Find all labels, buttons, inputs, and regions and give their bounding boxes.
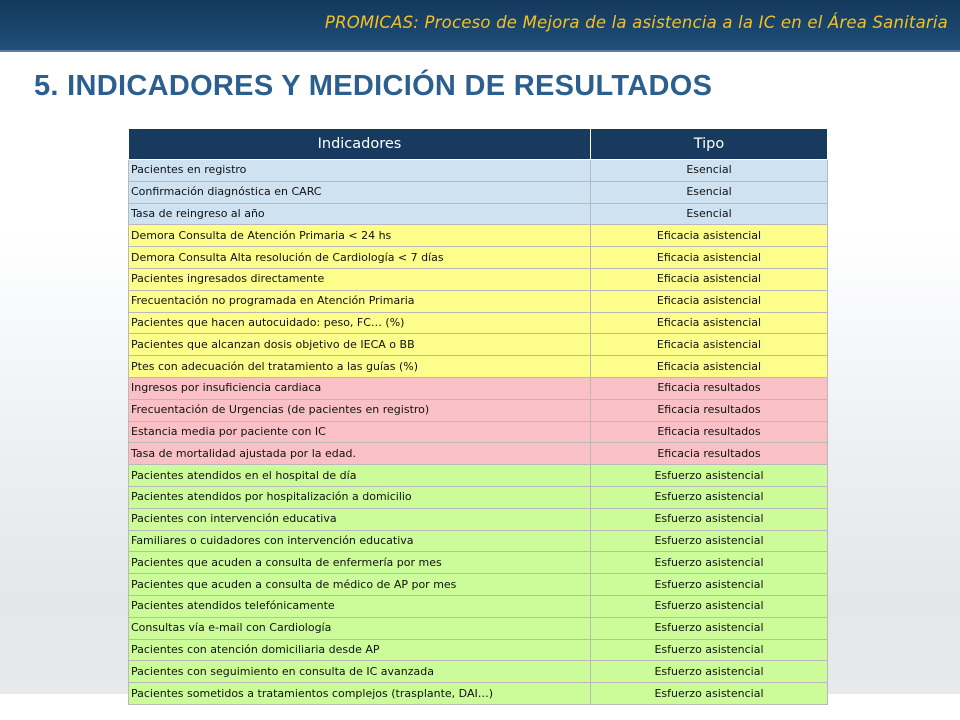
- type-cell: Eficacia resultados: [591, 399, 828, 421]
- indicator-cell: Pacientes sometidos a tratamientos complejos (trasplante, DAI…): [129, 683, 591, 705]
- table-row: [129, 377, 828, 399]
- table-row: [129, 247, 828, 269]
- indicator-cell: Estancia media por paciente con IC: [129, 421, 591, 443]
- indicator-cell: Confirmación diagnóstica en CARC: [129, 181, 591, 203]
- type-cell: Eficacia resultados: [591, 421, 828, 443]
- indicator-cell: Pacientes atendidos en el hospital de día: [129, 465, 591, 487]
- indicator-cell: Demora Consulta de Atención Primaria < 24 hs: [129, 225, 591, 247]
- type-cell: Esfuerzo asistencial: [591, 508, 828, 530]
- type-cell: Eficacia asistencial: [591, 268, 828, 290]
- indicator-cell: Pacientes con seguimiento en consulta de IC avanzada: [129, 661, 591, 683]
- table-row: [129, 443, 828, 465]
- table-row: [129, 399, 828, 421]
- table-row: [129, 334, 828, 356]
- table-row: [129, 683, 828, 705]
- table-row: [129, 160, 828, 182]
- type-cell: Eficacia asistencial: [591, 356, 828, 378]
- type-cell: Esencial: [591, 181, 828, 203]
- type-cell: Esfuerzo asistencial: [591, 574, 828, 596]
- type-cell: Esfuerzo asistencial: [591, 661, 828, 683]
- table-body: [129, 160, 828, 705]
- table-row: [129, 486, 828, 508]
- type-cell: Esfuerzo asistencial: [591, 530, 828, 552]
- table-row: [129, 508, 828, 530]
- type-cell: Eficacia asistencial: [591, 334, 828, 356]
- indicator-cell: Pacientes en registro: [129, 160, 591, 182]
- type-cell: Eficacia asistencial: [591, 312, 828, 334]
- header-band: [0, 0, 960, 52]
- table-row: [129, 290, 828, 312]
- type-cell: Esfuerzo asistencial: [591, 683, 828, 705]
- column-header-tipo: Tipo: [591, 129, 828, 160]
- type-cell: Esencial: [591, 160, 828, 182]
- type-cell: Esfuerzo asistencial: [591, 595, 828, 617]
- indicator-cell: Frecuentación de Urgencias (de pacientes en registro): [129, 399, 591, 421]
- type-cell: Esfuerzo asistencial: [591, 552, 828, 574]
- type-cell: Esfuerzo asistencial: [591, 465, 828, 487]
- indicator-cell: Pacientes ingresados directamente: [129, 268, 591, 290]
- indicator-cell: Tasa de reingreso al año: [129, 203, 591, 225]
- type-cell: Eficacia asistencial: [591, 247, 828, 269]
- table-row: [129, 465, 828, 487]
- indicator-cell: Tasa de mortalidad ajustada por la edad.: [129, 443, 591, 465]
- table-row: [129, 421, 828, 443]
- indicator-cell: Ingresos por insuficiencia cardiaca: [129, 377, 591, 399]
- indicator-cell: Pacientes con atención domiciliaria desde AP: [129, 639, 591, 661]
- type-cell: Eficacia asistencial: [591, 290, 828, 312]
- table-row: [129, 530, 828, 552]
- type-cell: Esencial: [591, 203, 828, 225]
- table-row: [129, 617, 828, 639]
- type-cell: Eficacia asistencial: [591, 225, 828, 247]
- table-row: [129, 639, 828, 661]
- indicators-table: [128, 128, 828, 705]
- indicator-cell: Consultas vía e-mail con Cardiología: [129, 617, 591, 639]
- table-row: [129, 356, 828, 378]
- type-cell: Eficacia resultados: [591, 377, 828, 399]
- indicator-cell: Pacientes atendidos por hospitalización a domicilio: [129, 486, 591, 508]
- indicator-cell: Pacientes que alcanzan dosis objetivo de IECA o BB: [129, 334, 591, 356]
- table-row: [129, 312, 828, 334]
- table-row: [129, 181, 828, 203]
- table-row: [129, 595, 828, 617]
- indicator-cell: Pacientes que hacen autocuidado: peso, FC… (%): [129, 312, 591, 334]
- indicator-cell: Pacientes que acuden a consulta de médico de AP por mes: [129, 574, 591, 596]
- type-cell: Esfuerzo asistencial: [591, 639, 828, 661]
- table-row: [129, 552, 828, 574]
- indicator-cell: Pacientes que acuden a consulta de enfermería por mes: [129, 552, 591, 574]
- table-row: [129, 661, 828, 683]
- indicator-cell: Familiares o cuidadores con intervención educativa: [129, 530, 591, 552]
- table-header-row: [129, 129, 828, 160]
- table-row: [129, 203, 828, 225]
- header-title: PROMICAS: Proceso de Mejora de la asistencia a la IC en el Área Sanitaria: [324, 13, 948, 32]
- table-row: [129, 268, 828, 290]
- table-row: [129, 574, 828, 596]
- page-title: 5. INDICADORES Y MEDICIÓN DE RESULTADOS: [34, 70, 713, 102]
- indicator-cell: Pacientes atendidos telefónicamente: [129, 595, 591, 617]
- indicator-cell: Pacientes con intervención educativa: [129, 508, 591, 530]
- table-row: [129, 225, 828, 247]
- type-cell: Eficacia resultados: [591, 443, 828, 465]
- type-cell: Esfuerzo asistencial: [591, 617, 828, 639]
- indicator-cell: Frecuentación no programada en Atención Primaria: [129, 290, 591, 312]
- column-header-indicadores: Indicadores: [129, 129, 591, 160]
- type-cell: Esfuerzo asistencial: [591, 486, 828, 508]
- indicator-cell: Demora Consulta Alta resolución de Cardiología < 7 días: [129, 247, 591, 269]
- indicator-cell: Ptes con adecuación del tratamiento a las guías (%): [129, 356, 591, 378]
